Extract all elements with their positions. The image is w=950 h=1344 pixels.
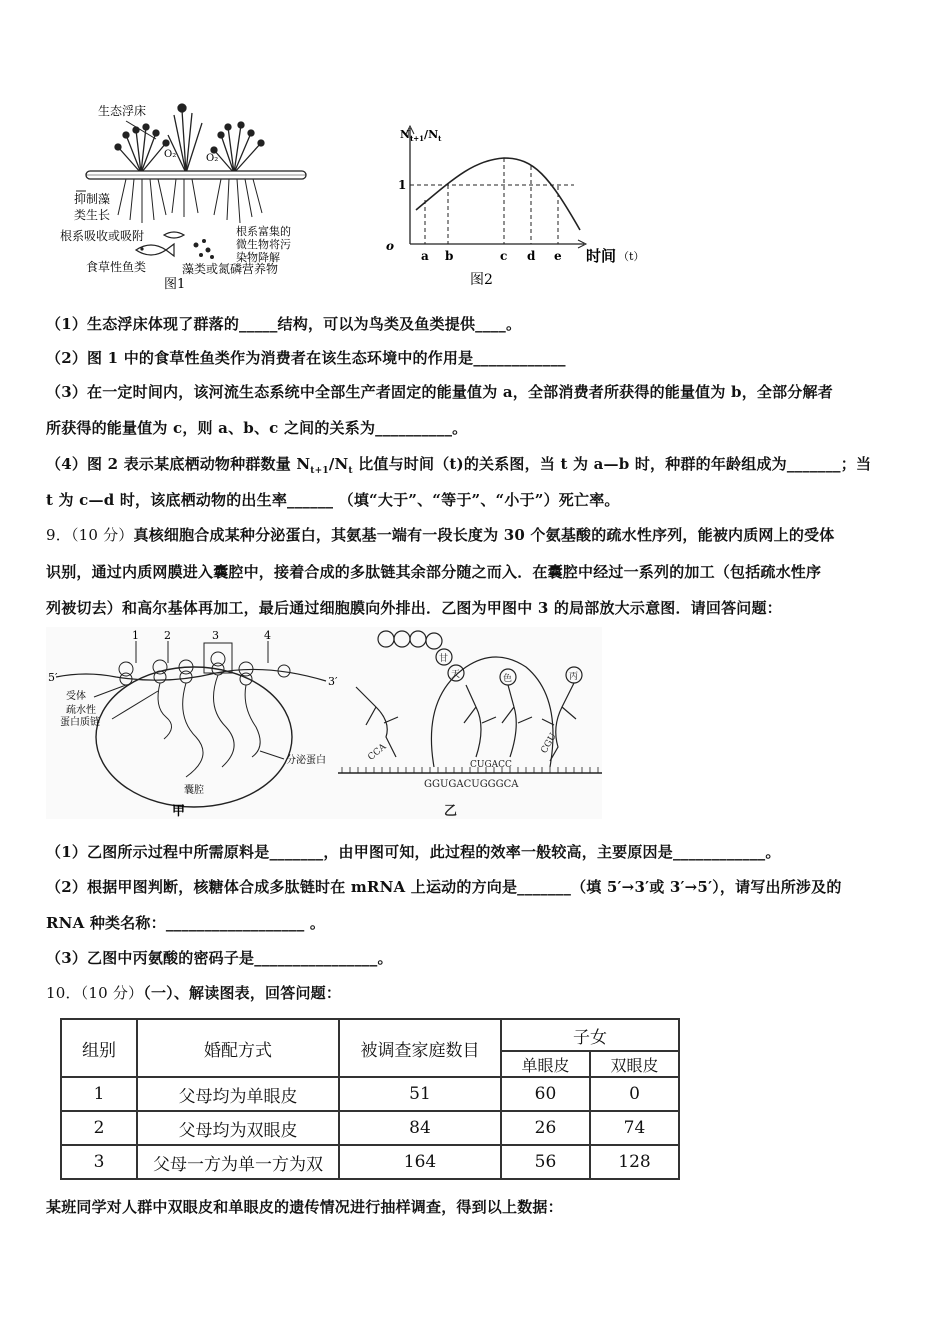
jia-receptor-label: 受体 bbox=[66, 691, 86, 702]
figure-2-ratio-curve bbox=[374, 118, 664, 290]
yi-anticodon-cugacc: CUGACC bbox=[470, 760, 512, 770]
fig2-caption: 图2 bbox=[470, 272, 493, 288]
table-cell: 74 bbox=[590, 1111, 679, 1145]
three-prime-label: 3′ bbox=[328, 675, 338, 688]
fig1-label-floating-bed: 生态浮床 bbox=[98, 104, 147, 118]
y-tick-one: 1 bbox=[398, 178, 407, 192]
header-children: 子女 bbox=[501, 1019, 679, 1051]
origin-label: o bbox=[386, 239, 395, 253]
yi-amino-gan: 甘 bbox=[439, 654, 449, 664]
table-row bbox=[61, 1077, 679, 1111]
table-cell: 1 bbox=[61, 1077, 137, 1111]
fig1-caption: 图1 bbox=[164, 277, 186, 292]
header-group: 组别 bbox=[61, 1019, 137, 1077]
yi-mrna-sequence: GGUGACUGGGCA bbox=[424, 779, 519, 790]
table-cell: 51 bbox=[339, 1077, 501, 1111]
jia-hydrophobic-label-1: 疏水性 bbox=[66, 705, 96, 716]
table-cell: 164 bbox=[339, 1145, 501, 1179]
jia-hydrophobic-label-2: 蛋白质链 bbox=[60, 717, 100, 728]
q9-sub1: （1）乙图所示过程中所需原料是_______，由甲图可知，此过程的效率一般较高，主要原因是____________。 bbox=[46, 843, 781, 861]
jia-number-2: 2 bbox=[164, 629, 171, 642]
table-cell: 0 bbox=[590, 1077, 679, 1111]
jia-secreted-protein-label: 分泌蛋白 bbox=[286, 755, 326, 766]
table-cell: 父母一方为单一方为双 bbox=[137, 1145, 339, 1179]
table-cell: 父母均为单眼皮 bbox=[137, 1077, 339, 1111]
q8-part4-line2: t 为 c—d 时，该底栖动物的出生率______ （填“大于”、“等于”、“小于”）死亡率。 bbox=[46, 491, 620, 509]
survey-table bbox=[60, 1018, 680, 1180]
header-single-eyelid: 单眼皮 bbox=[501, 1051, 590, 1077]
yi-anticodon-cca: CCA bbox=[366, 742, 389, 763]
table-row bbox=[61, 1111, 679, 1145]
figure-1-floating-bed bbox=[56, 95, 316, 295]
table-cell: 60 bbox=[501, 1077, 590, 1111]
yi-amino-se: 色 bbox=[503, 674, 513, 684]
jia-number-1: 1 bbox=[132, 629, 139, 642]
q10-after-table: 某班同学对人群中双眼皮和单眼皮的遗传情况进行抽样调查，得到以上数据： bbox=[46, 1198, 563, 1216]
q9-sub2-line2: RNA 种类名称：__________________ 。 bbox=[46, 914, 326, 932]
fig1-label-inhibit: 抑制藻 bbox=[74, 192, 111, 206]
five-prime-label: 5′ bbox=[48, 671, 58, 684]
x-axis-unit: （t） bbox=[618, 250, 645, 263]
jia-number-3: 3 bbox=[212, 629, 219, 642]
x-tick-d: d bbox=[527, 249, 536, 263]
header-families: 被调查家庭数目 bbox=[339, 1019, 501, 1077]
root-icon bbox=[118, 179, 262, 223]
table-cell: 84 bbox=[339, 1111, 501, 1145]
q9-stem-line1: 9．（10 分）真核细胞合成某种分泌蛋白，其氨基一端有一段长度为 30 个氨基酸的疏水性序列，能被内质网上的受体 bbox=[46, 526, 835, 544]
q9-stem-line2: 识别，通过内质网膜进入囊腔中，接着合成的多肽链其余部分随之而入．在囊腔中经过一系列的加工（包括疏水性序 bbox=[46, 563, 822, 581]
yi-caption: 乙 bbox=[444, 804, 458, 819]
fig1-label-nutrients: 藻类或氮磷营养物 bbox=[182, 262, 279, 276]
q9-stem-line3: 列被切去）和高尔基体再加工，最后通过细胞膜向外排出．乙图为甲图中 3 的局部放大示意图．请回答问题： bbox=[46, 599, 782, 617]
table-cell: 128 bbox=[590, 1145, 679, 1179]
q8-part3-line2: 所获得的能量值为 c，则 a、b、c 之间的关系为__________。 bbox=[46, 419, 468, 437]
figure-3-translation bbox=[46, 627, 602, 819]
ratio-curve bbox=[416, 158, 580, 230]
x-tick-a: a bbox=[421, 249, 429, 263]
x-tick-e: e bbox=[554, 249, 562, 263]
fig1-label-microbe: 微生物将污 bbox=[236, 238, 291, 251]
q10-stem: 10．（10 分）（一）、解读图表，回答问题： bbox=[46, 984, 342, 1002]
jia-lumen-label: 囊腔 bbox=[184, 785, 204, 796]
table-cell: 3 bbox=[61, 1145, 137, 1179]
yi-amino-bing: 丙 bbox=[569, 672, 579, 682]
y-axis-label: $N_{t+1}/N_t$ bbox=[400, 128, 442, 143]
jia-number-4: 4 bbox=[264, 629, 271, 642]
header-marriage: 婚配方式 bbox=[137, 1019, 339, 1077]
table-cell: 父母均为双眼皮 bbox=[137, 1111, 339, 1145]
fig1-label-degrade: 染物降解 bbox=[236, 251, 280, 264]
q8-part2: （2）图 1 中的食草性鱼类作为消费者在该生态环境中的作用是____________ bbox=[46, 349, 566, 367]
o2-label-a: O₂ bbox=[164, 149, 177, 160]
q9-sub3: （3）乙图中丙氨酸的密码子是________________。 bbox=[46, 949, 393, 967]
table-cell: 26 bbox=[501, 1111, 590, 1145]
q8-part1: （1）生态浮床体现了群落的_____结构，可以为鸟类及鱼类提供____。 bbox=[46, 315, 522, 333]
x-tick-b: b bbox=[445, 249, 454, 263]
fig1-label-algae-growth: 类生长 bbox=[74, 208, 111, 222]
o2-label-b: O₂ bbox=[206, 153, 219, 164]
yi-amino-tian: 天 bbox=[451, 670, 461, 680]
q8-part4-line1: （4）图 2 表示某底栖动物种群数量 $N_{t+1}/N_t$ 比值与时间（t)的关系图，当 t 为 a—b 时，种群的年龄组成为_______；当 bbox=[46, 455, 872, 476]
q9-sub2-line1: （2）根据甲图判断，核糖体合成多肽链时在 mRNA 上运动的方向是_______（填 5′→3′或 3′→5′），请写出所涉及的 bbox=[46, 878, 842, 896]
x-tick-c: c bbox=[500, 249, 508, 263]
fig1-label-fish: 食草性鱼类 bbox=[86, 260, 147, 274]
fig1-label-root-absorb: 根系吸收或吸附 bbox=[60, 229, 145, 243]
yi-anticodon-cgu: CGU bbox=[539, 731, 559, 756]
table-cell: 2 bbox=[61, 1111, 137, 1145]
table-cell: 56 bbox=[501, 1145, 590, 1179]
jia-caption: 甲 bbox=[172, 804, 186, 819]
q8-part3-line1: （3）在一定时间内，该河流生态系统中全部生产者固定的能量值为 a，全部消费者所获得的能量值为 b，全部分解者 bbox=[46, 383, 833, 401]
fig1-label-root-enrich: 根系富集的 bbox=[236, 225, 291, 238]
header-double-eyelid: 双眼皮 bbox=[590, 1051, 679, 1077]
x-axis-label: 时间 bbox=[586, 247, 617, 265]
algae-icon bbox=[194, 239, 215, 259]
table-row bbox=[61, 1145, 679, 1179]
